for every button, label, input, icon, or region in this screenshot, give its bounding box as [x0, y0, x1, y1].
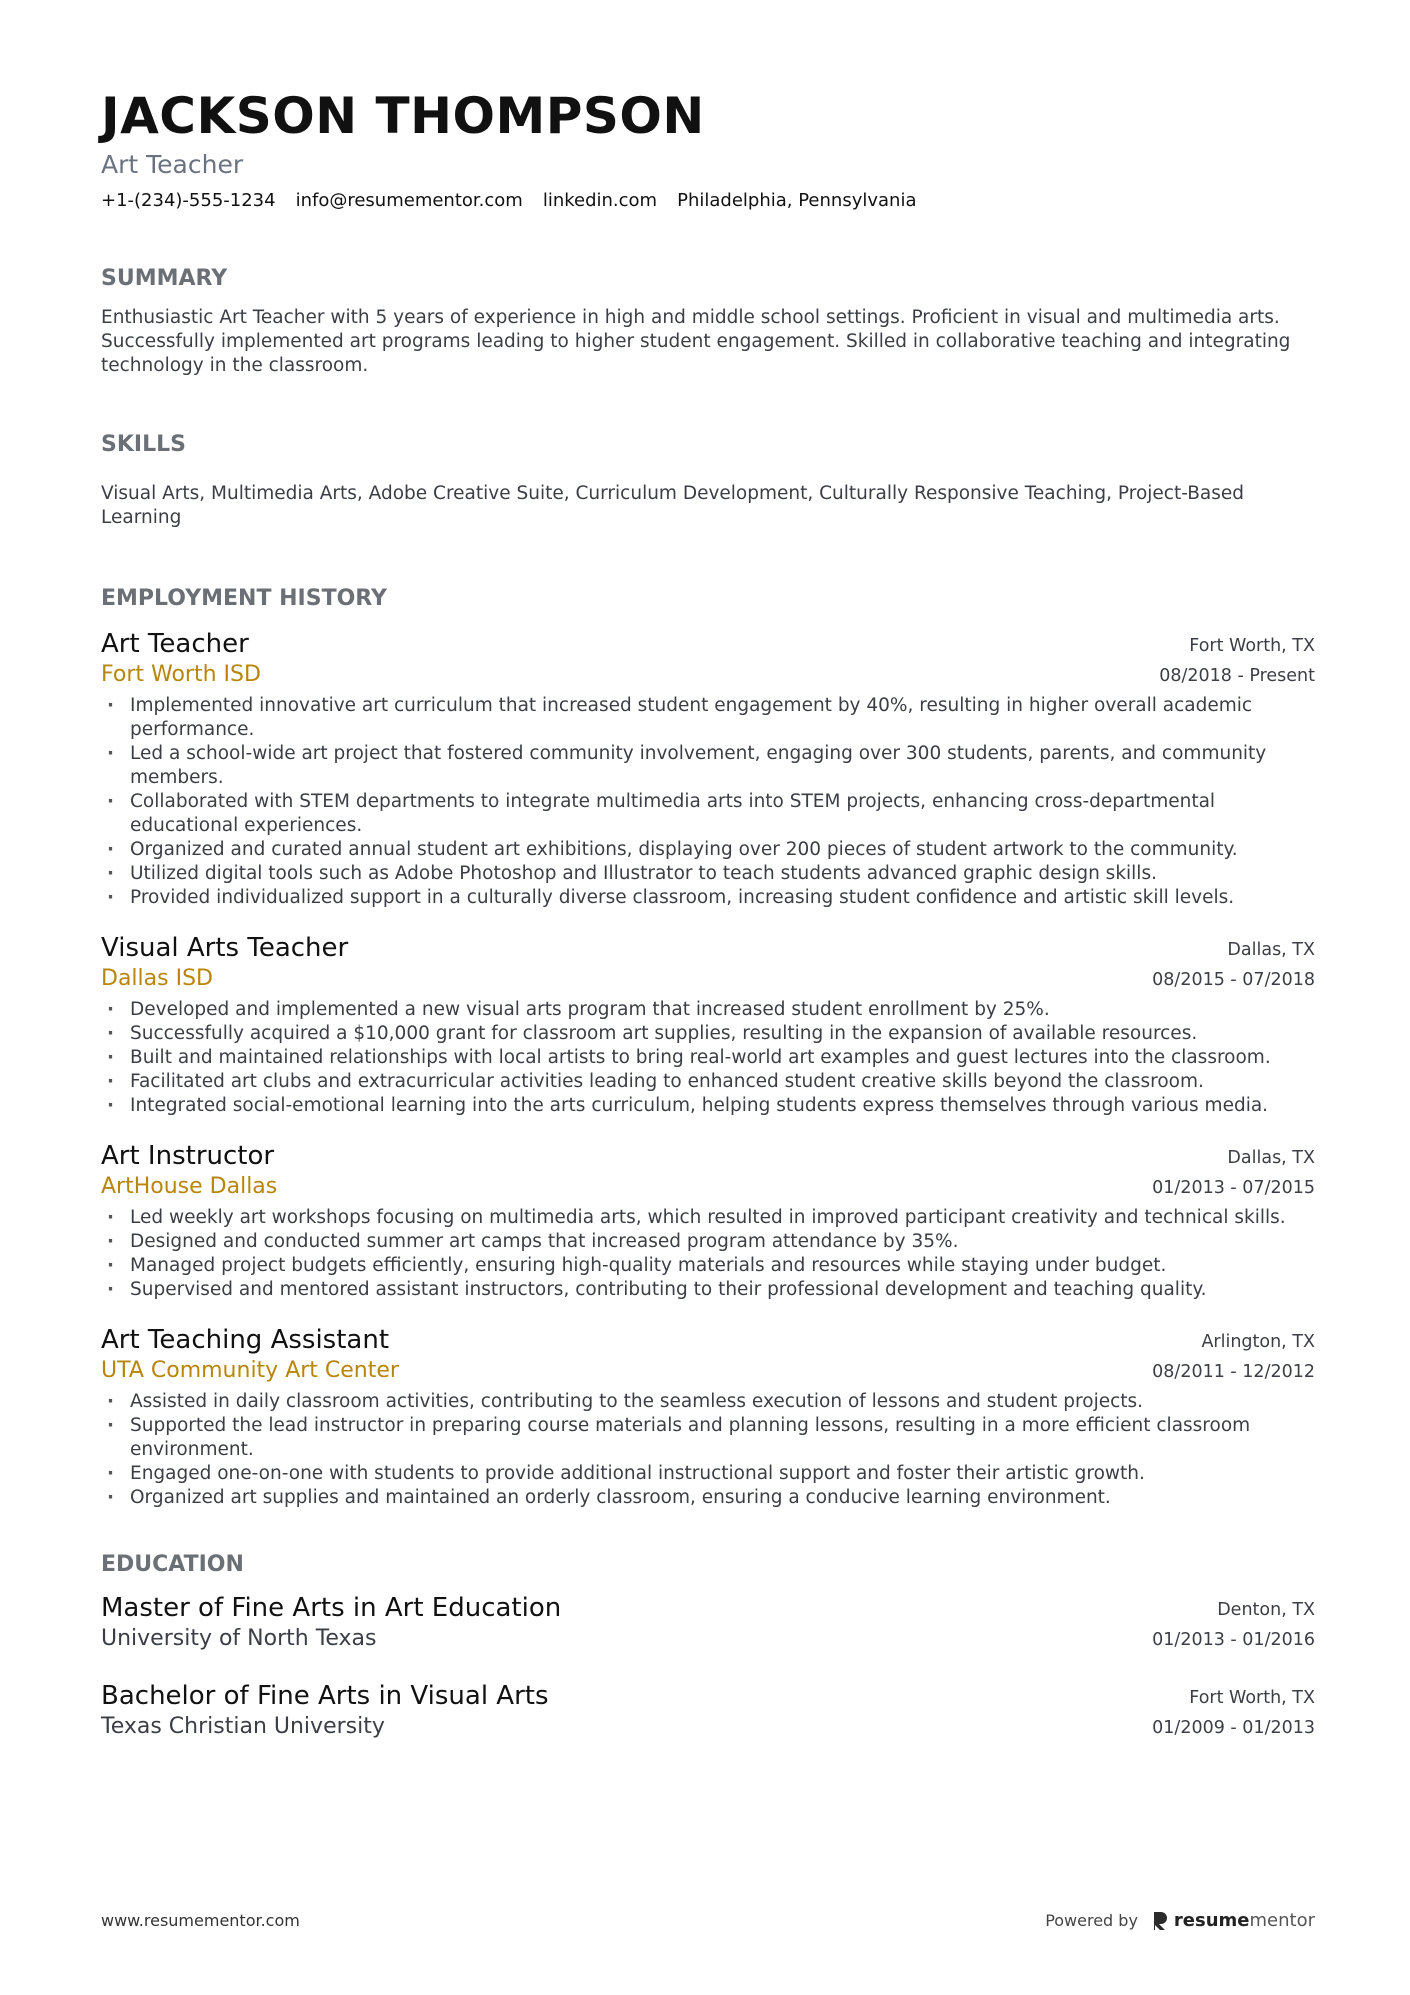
job-dates: 01/2013 - 07/2015 — [1152, 1178, 1315, 1198]
job-list — [101, 628, 1315, 1510]
education-dates: 01/2009 - 01/2013 — [1152, 1718, 1315, 1738]
employment-section — [101, 584, 1315, 1510]
contact-email: info@resumementor.com — [295, 190, 523, 211]
job-location: Arlington, TX — [1201, 1332, 1315, 1352]
job-bullets — [101, 1390, 1315, 1510]
summary-heading: SUMMARY — [101, 266, 228, 291]
education-degree: Master of Fine Arts in Art Education — [101, 1593, 562, 1623]
summary-text: Enthusiastic Art Teacher with 5 years of experience in high and middle school settings. Proficient in visual and multimedia arts. Successfully implemented art programs leading to higher student engagement. Skilled in collaborative teaching and integrating technology in the classroom. — [101, 307, 1291, 376]
job-bullet: · Developed and implemented a new visual arts program that increased student enrollment by 25%. — [101, 998, 1315, 1022]
job-bullets — [101, 1206, 1315, 1302]
job-entry — [101, 1140, 1315, 1302]
job-title: Art Instructor — [101, 1141, 275, 1171]
job-entry — [101, 1324, 1315, 1510]
job-bullet: · Managed project budgets efficiently, ensuring high-quality materials and resources while staying under budget. — [101, 1254, 1315, 1278]
job-company: Fort Worth ISD — [101, 662, 261, 687]
job-bullet: · Collaborated with STEM departments to integrate multimedia arts into STEM projects, enhancing cross-departmental educational experiences. — [101, 790, 1315, 838]
job-title: Visual Arts Teacher — [101, 933, 349, 963]
job-title: Art Teacher — [101, 629, 249, 659]
job-company: Dallas ISD — [101, 966, 213, 991]
skills-heading: SKILLS — [101, 432, 186, 457]
job-dates: 08/2018 - Present — [1159, 666, 1315, 686]
job-bullet: · Designed and conducted summer art camps that increased program attendance by 35%. — [101, 1230, 1315, 1254]
contact-phone: +1-(234)-555-1234 — [101, 190, 276, 211]
education-entry — [101, 1680, 1315, 1742]
job-bullet: · Facilitated art clubs and extracurricular activities leading to enhanced student creative skills beyond the classroom. — [101, 1070, 1315, 1094]
job-location: Fort Worth, TX — [1189, 636, 1315, 656]
job-bullet: · Successfully acquired a $10,000 grant for classroom art supplies, resulting in the expansion of available resources. — [101, 1022, 1315, 1046]
job-bullet: · Assisted in daily classroom activities, contributing to the seamless execution of lessons and student projects. — [101, 1390, 1315, 1414]
job-bullet: · Led weekly art workshops focusing on multimedia arts, which resulted in improved participant creativity and technical skills. — [101, 1206, 1315, 1230]
education-heading: EDUCATION — [101, 1552, 244, 1577]
job-company: ArtHouse Dallas — [101, 1174, 278, 1199]
contact-location: Philadelphia, Pennsylvania — [677, 190, 917, 211]
job-location: Dallas, TX — [1227, 1148, 1315, 1168]
education-dates: 01/2013 - 01/2016 — [1152, 1630, 1315, 1650]
contact-linkedin: linkedin.com — [542, 190, 658, 211]
powered-by-label: Powered by — [1045, 1911, 1138, 1930]
powered-by — [1045, 1910, 1315, 1931]
resumementor-logo-icon — [1152, 1911, 1168, 1931]
job-bullet: · Provided individualized support in a culturally diverse classroom, increasing student confidence and artistic skill levels. — [101, 886, 1315, 910]
job-bullet: · Organized and curated annual student art exhibitions, displaying over 200 pieces of student artwork to the community. — [101, 838, 1315, 862]
contact-line — [101, 188, 1315, 214]
job-bullets — [101, 694, 1315, 910]
job-title: Art Teaching Assistant — [101, 1325, 390, 1355]
job-bullet: · Organized art supplies and maintained an orderly classroom, ensuring a conducive learning environment. — [101, 1486, 1315, 1510]
summary-section — [101, 264, 1315, 378]
job-bullet: · Led a school-wide art project that fostered community involvement, engaging over 300 students, parents, and community members. — [101, 742, 1315, 790]
job-location: Dallas, TX — [1227, 940, 1315, 960]
job-bullet: · Utilized digital tools such as Adobe Photoshop and Illustrator to teach students advanced graphic design skills. — [101, 862, 1315, 886]
job-bullet: · Engaged one-on-one with students to provide additional instructional support and foster their artistic growth. — [101, 1462, 1315, 1486]
job-bullets — [101, 998, 1315, 1118]
candidate-role: Art Teacher — [101, 150, 244, 179]
job-entry — [101, 932, 1315, 1118]
job-bullet: · Supervised and mentored assistant instructors, contributing to their professional development and teaching quality. — [101, 1278, 1315, 1302]
education-location: Fort Worth, TX — [1189, 1688, 1315, 1708]
brand-name-thin: mentor — [1249, 1910, 1315, 1931]
job-dates: 08/2011 - 12/2012 — [1152, 1362, 1315, 1382]
brand-logo[interactable] — [1152, 1910, 1315, 1931]
page-footer — [101, 1910, 1315, 1931]
candidate-name: JACKSON THOMPSON — [101, 87, 705, 145]
job-bullet: · Supported the lead instructor in preparing course materials and planning lessons, resulting in a more efficient classroom environment. — [101, 1414, 1315, 1462]
education-degree: Bachelor of Fine Arts in Visual Arts — [101, 1681, 549, 1711]
job-bullet: · Implemented innovative art curriculum that increased student engagement by 40%, resulting in higher overall academic performance. — [101, 694, 1315, 742]
education-school: Texas Christian University — [101, 1714, 385, 1739]
job-entry — [101, 628, 1315, 910]
job-bullet: · Integrated social-emotional learning into the arts curriculum, helping students express themselves through various media. — [101, 1094, 1315, 1118]
education-section — [101, 1550, 1315, 1742]
job-dates: 08/2015 - 07/2018 — [1152, 970, 1315, 990]
footer-website-link[interactable]: www.resumementor.com — [101, 1911, 300, 1930]
skills-text: Visual Arts, Multimedia Arts, Adobe Creative Suite, Curriculum Development, Culturally Responsive Teaching, Project-Based Learning — [101, 483, 1245, 528]
job-bullet: · Built and maintained relationships with local artists to bring real-world art examples and guest lectures into the classroom. — [101, 1046, 1315, 1070]
employment-heading: EMPLOYMENT HISTORY — [101, 586, 387, 611]
education-location: Denton, TX — [1217, 1600, 1315, 1620]
education-school: University of North Texas — [101, 1626, 377, 1651]
education-entry — [101, 1592, 1315, 1654]
skills-section — [101, 430, 1315, 530]
job-company: UTA Community Art Center — [101, 1358, 399, 1383]
brand-name-bold: resume — [1173, 1910, 1250, 1931]
